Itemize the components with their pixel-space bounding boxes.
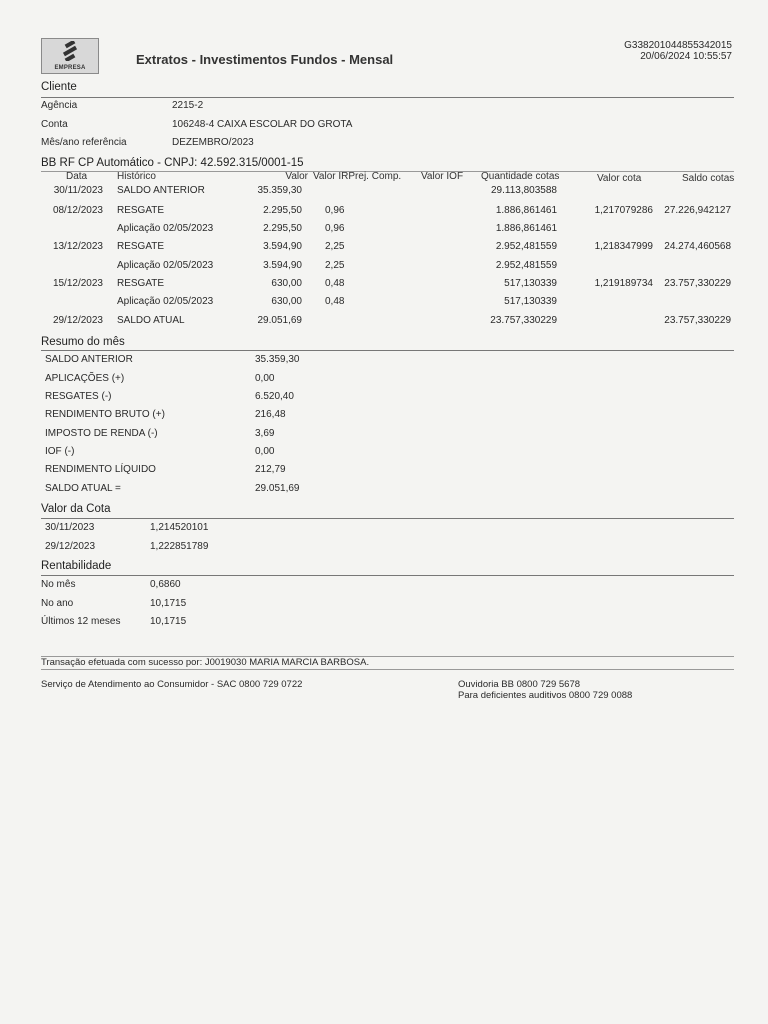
cell-saldo-cotas: 24.274,460568 xyxy=(664,241,731,252)
document-datetime: 20/06/2024 10:55:57 xyxy=(640,51,732,62)
resumo-label: RESGATES (-) xyxy=(45,391,112,402)
resumo-value: 6.520,40 xyxy=(255,391,294,402)
cell-ir: 0,96 xyxy=(325,223,345,234)
mes-value: DEZEMBRO/2023 xyxy=(172,137,254,148)
resumo-label: IMPOSTO DE RENDA (-) xyxy=(45,428,158,439)
cell-historico: SALDO ATUAL xyxy=(117,315,185,326)
page-title: Extratos - Investimentos Fundos - Mensal xyxy=(136,52,394,67)
cell-qtd: 1.886,861461 xyxy=(495,223,557,234)
cell-saldo-cotas: 23.757,330229 xyxy=(664,278,731,289)
logo-text: EMPRESA xyxy=(54,65,86,71)
rent-value: 10,1715 xyxy=(150,616,187,627)
cell-qtd: 517,130339 xyxy=(504,278,557,289)
transaction-note: Transação efetuada com sucesso por: J0019030 MARIA MARCIA BARBOSA. xyxy=(41,657,370,668)
resumo-label: IOF (-) xyxy=(45,446,75,457)
cell-ir: 0,96 xyxy=(325,205,345,216)
resumo-label: RENDIMENTO BRUTO (+) xyxy=(45,409,165,420)
col-header-saldo-cotas: Saldo cotas xyxy=(682,173,734,184)
col-header-historico: Histórico xyxy=(117,171,156,182)
col-header-valor-cota: Valor cota xyxy=(597,173,642,184)
document-code: G338201044855342015 xyxy=(624,40,732,51)
cota-date: 30/11/2023 xyxy=(45,522,95,533)
cell-historico: SALDO ANTERIOR xyxy=(117,185,205,196)
bank-logo xyxy=(41,38,99,74)
cell-valor-cota: 1,217079286 xyxy=(594,205,653,216)
resumo-value: 35.359,30 xyxy=(255,354,300,365)
cota-value: 1,222851789 xyxy=(150,541,209,552)
cell-saldo-cotas: 27.226,942127 xyxy=(664,205,731,216)
cell-valor: 2.295,50 xyxy=(263,223,302,234)
cell-valor-cota: 1,218347999 xyxy=(594,241,653,252)
resumo-label: APLICAÇÕES (+) xyxy=(45,373,125,384)
rent-label: Últimos 12 meses xyxy=(41,616,121,627)
cell-valor: 3.594,90 xyxy=(263,260,302,271)
resumo-value: 212,79 xyxy=(255,464,286,475)
section-rentabilidade: Rentabilidade xyxy=(41,560,112,572)
cell-data: 15/12/2023 xyxy=(52,278,103,289)
resumo-value: 3,69 xyxy=(255,428,275,439)
section-valor-cota: Valor da Cota xyxy=(41,503,111,515)
cell-qtd: 29.113,803588 xyxy=(491,185,557,196)
cell-data: 30/11/2023 xyxy=(53,185,103,196)
cell-saldo-cotas: 23.757,330229 xyxy=(664,315,731,326)
cell-qtd: 1.886,861461 xyxy=(495,205,557,216)
divider xyxy=(41,97,734,98)
cell-qtd: 2.952,481559 xyxy=(495,260,557,271)
cell-data: 29/12/2023 xyxy=(52,315,103,326)
fund-title: BB RF CP Automático - CNPJ: 42.592.315/0001-15 xyxy=(41,157,304,169)
resumo-value: 216,48 xyxy=(255,409,286,420)
divider xyxy=(41,575,734,576)
cell-valor: 29.051,69 xyxy=(257,315,302,326)
resumo-value: 29.051,69 xyxy=(255,483,300,494)
cell-historico: Aplicação 02/05/2023 xyxy=(117,223,214,234)
col-header-qtd: Quantidade cotas xyxy=(481,171,560,182)
cota-date: 29/12/2023 xyxy=(45,541,96,552)
cell-ir: 2,25 xyxy=(325,241,345,252)
cell-qtd: 23.757,330229 xyxy=(490,315,557,326)
cell-historico: Aplicação 02/05/2023 xyxy=(117,296,214,307)
cell-valor: 3.594,90 xyxy=(263,241,302,252)
cell-valor: 630,00 xyxy=(271,296,302,307)
cell-valor: 630,00 xyxy=(271,278,302,289)
rent-label: No ano xyxy=(41,598,74,609)
conta-label: Conta xyxy=(41,119,68,130)
cell-valor-cota: 1,219189734 xyxy=(594,278,653,289)
cell-data: 08/12/2023 xyxy=(52,205,103,216)
cell-ir: 0,48 xyxy=(325,278,345,289)
cell-historico: RESGATE xyxy=(117,205,165,216)
resumo-label: SALDO ATUAL = xyxy=(45,483,121,494)
rent-value: 10,1715 xyxy=(150,598,187,609)
cota-value: 1,214520101 xyxy=(150,522,209,533)
sac-info: Serviço de Atendimento ao Consumidor - SAC 0800 729 0722 xyxy=(41,679,303,690)
divider xyxy=(41,350,734,351)
cell-qtd: 2.952,481559 xyxy=(495,241,557,252)
resumo-label: RENDIMENTO LÍQUIDO xyxy=(45,464,156,475)
section-resumo: Resumo do mês xyxy=(41,336,125,348)
mes-label: Mês/ano referência xyxy=(41,137,127,148)
cell-data: 13/12/2023 xyxy=(52,241,103,252)
cell-historico: RESGATE xyxy=(117,278,165,289)
cell-qtd: 517,130339 xyxy=(504,296,557,307)
cell-historico: RESGATE xyxy=(117,241,165,252)
resumo-value: 0,00 xyxy=(255,373,275,384)
col-header-data: Data xyxy=(66,171,88,182)
col-header-ir: Valor IRPrej. Comp. xyxy=(313,171,402,182)
cell-valor: 35.359,30 xyxy=(257,185,302,196)
divider xyxy=(41,518,734,519)
conta-value: 106248-4 CAIXA ESCOLAR DO GROTA xyxy=(172,119,353,130)
agencia-label: Agência xyxy=(41,100,78,111)
bank-logo-icon xyxy=(59,41,81,61)
agencia-value: 2215-2 xyxy=(172,100,204,111)
divider xyxy=(41,669,734,670)
section-cliente: Cliente xyxy=(41,81,77,93)
rent-label: No mês xyxy=(41,579,76,590)
cell-historico: Aplicação 02/05/2023 xyxy=(117,260,214,271)
cell-valor: 2.295,50 xyxy=(263,205,302,216)
resumo-label: SALDO ANTERIOR xyxy=(45,354,133,365)
rent-value: 0,6860 xyxy=(150,579,181,590)
ouvidoria-info: Ouvidoria BB 0800 729 5678 xyxy=(458,679,581,690)
col-header-valor: Valor xyxy=(285,171,308,182)
col-header-iof: Valor IOF xyxy=(421,171,464,182)
deficientes-info: Para deficientes auditivos 0800 729 0088 xyxy=(458,690,633,701)
resumo-value: 0,00 xyxy=(255,446,275,457)
cell-ir: 2,25 xyxy=(325,260,345,271)
cell-ir: 0,48 xyxy=(325,296,345,307)
